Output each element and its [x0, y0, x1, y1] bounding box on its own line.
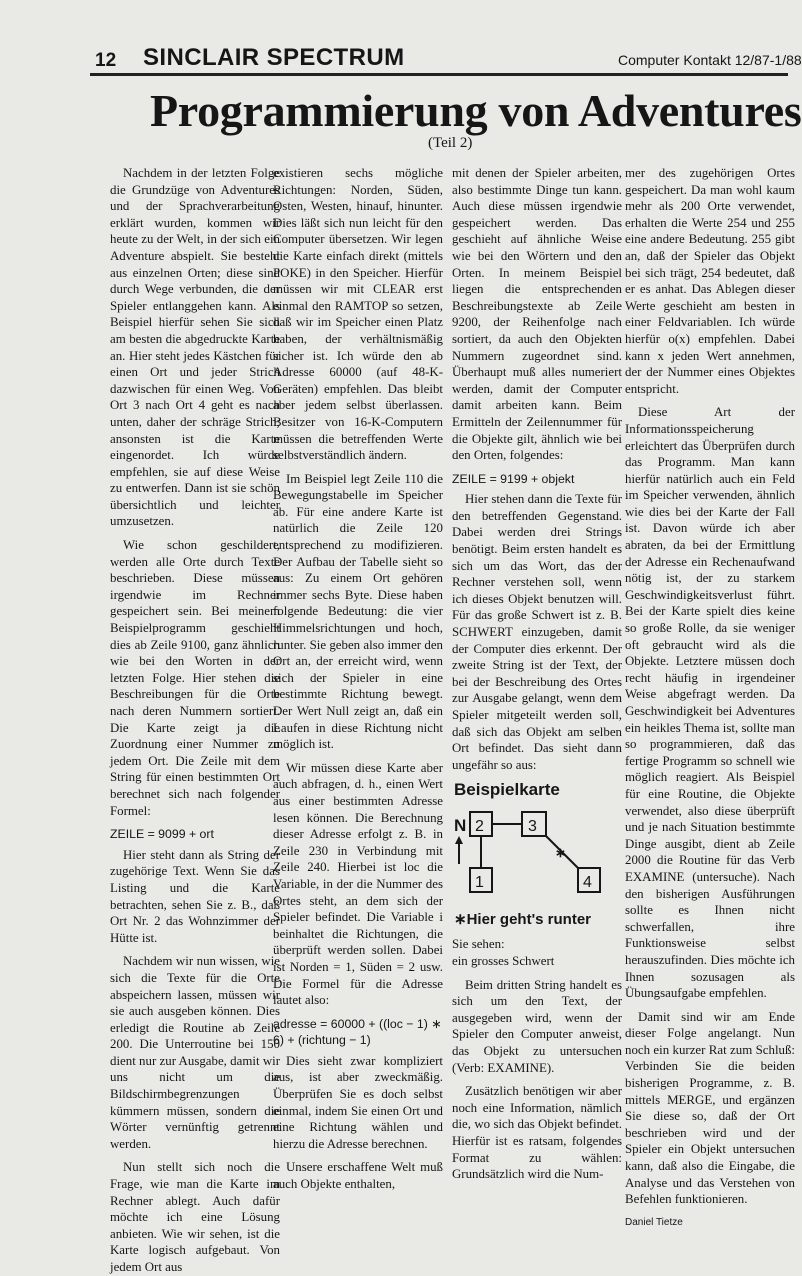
example-map-diagram	[452, 802, 620, 907]
down-marker: ∗	[555, 845, 566, 861]
article-column-3	[452, 165, 622, 1182]
article-column-4	[625, 165, 795, 1228]
issue-info: Computer Kontakt 12/87-1/88	[618, 52, 802, 68]
paragraph: Zusätzlich benötigen wir aber noch eine Information, nämlich die, wo sich das Objekt befindet. Hierfür ist es ratsam, folgendes Format zu wählen: Grundsätzlich wird die Num-	[452, 1084, 622, 1182]
north-arrow-head	[455, 836, 463, 844]
paragraph: Sie sehen:	[452, 937, 505, 952]
map-room-1-label: 1	[475, 874, 484, 892]
paragraph: mit denen der Spieler arbeiten, also bestimmte Dinge tun kann. Auch diese müssen irgendwie gespeichert werden. Das geschieht auf ähnliche Weise wie bei den Wörtern und den Orten. In meinem Beispiel liegen die entsprechenden Beschreibungstexte ab Zeile 9200, der Reihenfolge nach sortiert, da auch den Objekten Nummern zugeordnet sind. Überhaupt muß alles numeriert werden, damit der Computer damit arbeiten kann. Beim Ermitteln der Zeilennummer für die Objekte gilt, ähnlich wie bei den Orten, folgendes:	[452, 166, 622, 463]
formula: ZEILE = 9099 + ort	[110, 827, 214, 842]
paragraph: Im Beispiel legt Zeile 110 die Bewegungstabelle im Speicher ab. Für eine andere Karte ist natürlich die Zeile 120 entsprechend zu modifizieren. Der Aufbau der Tabelle sieht so aus: Zu einem Ort gehören immer sechs Byte. Diese haben folgende Bedeutung: die vier Himmelsrichtungen und hoch, runter. Sie geben also immer den Ort an, der erreicht wird, wenn sich der Spieler in eine bestimmte Richtung bewegt. Der Wert Null zeigt an, daß ein Laufen in diese Richtung nicht möglich ist.	[273, 471, 443, 752]
section-title: SINCLAIR SPECTRUM	[143, 44, 405, 71]
paragraph: Diese Art der Informationsspeicherung erleichtert das Überprüfen durch das Programm. Man kann hierfür natürlich auch ein Feld im Speicher verwenden, ähnlich wie dies bei der Karte der Fall ist. Davon würde ich aber abraten, da bei der Ermittlung der Adresse ein Rechenaufwand nötig ist, der zu starkem Geschwindigkeitsverlust führt. Bei der Karte spielt dies keine so große Rolle, da sie weniger oft gebraucht wird als die Objekte. Letztere müssen doch recht häufig in irgendeiner Weise abgefragt werden. Da Geschwindigkeit bei Adventures ein heikles Thema ist, sollte man so programmieren, daß das fertige Programm so schnell wie möglich reagiert. Als Beispiel für eine Routine, die Objekte verwendet, also diese überprüft und je nach Situation bestimmte Dinge ausgibt, dient ab Zeile 2000 die Routine für das Verb EXAMINE (untersuche). Nach den bisherigen Ausführungen sollte es Ihnen nicht schwerfallen, ihre Funktionsweise selbst herauszufinden. Dies möchte ich Ihnen sozusagen als Übungsaufgabe empfehlen.	[625, 405, 795, 1001]
paragraph: Nachdem in der letzten Folge die Grundzüge von Adventures und der Sprachverarbeitung erklärt wurden, kommen wir heute zu der Welt, in der sich ein Adventure abspielt. Sie besteht aus einzelnen Orten; diese sind durch Wege verbunden, die der Spieler entlanggehen kann. Als Beispiel hierfür sehen Sie sich am besten die abgedruckte Karte an. Hier steht jedes Kästchen für einen Ort und jeder Strich dazwischen für einen Weg. Von Ort 3 nach Ort 4 geht es nach unten, daher der schräge Strich; ansonsten ist die Karte eingenordet. Ich würde empfehlen, sie auf diese Weise zu entwerfen. Dann ist sie schön übersichtlich und leichter umzusetzen.	[110, 166, 280, 529]
header-rule	[90, 73, 788, 76]
paragraph: Hier steht dann als String der zugehörige Text. Wenn Sie das Listing und die Karte betrachten, sehen Sie z. B., daß Ort Nr. 2 das Wohnzimmer der Hütte ist.	[110, 847, 280, 945]
paragraph: Wie schon geschildert, werden alle Orte durch Texte beschrieben. Diese müssen irgendwie im Rechner gespeichert sein. Bei meinem Beispielprogramm geschieht dies ab Zeile 9100, ganz ähnlich wie bei den Worten in der letzten Folge. Hier stehen die Beschreibungen für die Orte nach deren Nummern sortiert. Die Karte zeigt ja die Zuordnung einer Nummer zu jedem Ort. Die Zeile mit dem String für einen bestimmten Ort berechnet sich nach folgender Formel:	[110, 538, 280, 818]
author-name: Daniel Tietze	[625, 1216, 683, 1228]
map-title: Beispielkarte	[454, 780, 560, 800]
map-room-3-label: 3	[528, 818, 537, 836]
paragraph: Nachdem wir nun wissen, wie sich die Texte für die Orte abspeichern lassen, müssen wir sie auch ausgeben können. Dies erledigt die Routine ab Zeile 200. Die Unterroutine bei 150 dient nur zur Ausgabe, damit wir uns nicht um die Bildschirmbegrenzungen kümmern müssen, sondern die Wörter vernünftig getrennt werden.	[110, 954, 280, 1151]
north-label: N	[454, 816, 467, 836]
paragraph: mer des zugehörigen Ortes gespeichert. Da man wohl kaum mehr als 200 Orte verwendet, erhalten die Werte 254 und 255 eine andere Bedeutung. 255 gibt an, daß der Spieler das Objekt bei sich trägt, 254 bedeutet, daß er es anhat. Das Ablegen dieser Werte geschieht am besten in einer Feldvariablen. Ich würde hierfür o(x) empfehlen. Dabei kann x jeden Wert annehmen, der der Nummer eines Objektes entspricht.	[625, 166, 795, 396]
paragraph: Hier stehen dann die Texte für den betreffenden Gegenstand. Dabei werden drei Strings benötigt. Beim ersten handelt es sich um das Wort, das der Rechner verstehen soll, wenn ich dieses Objekt benutzen will. Für das große Schwert ist z. B. SCHWERT einzugeben, damit der Computer dies erkennt. Der zweite String ist der Text, der bei der Beschreibung des Ortes zur Ausgabe gelangt, wenn dem Spieler mitgeteilt werden soll, daß sich das Objekt am selben Ort befindet. Das sieht dann ungefähr so aus:	[452, 492, 622, 772]
map-room-2-label: 2	[475, 818, 484, 836]
article-column-2	[273, 165, 443, 1192]
paragraph: Wir müssen diese Karte aber auch abfragen, d. h., einen Wert aus einer bestimmten Adresse lesen können. Die Berechnung dieser Adresse erfolgt z. B. in Zeile 230 in Verbindung mit Zeile 240. Hierbei ist loc die Variable, in der die Nummer des Ortes steht, an dem sich der Spieler befindet. Die Variable i beinhaltet die Richtungen, die überprüft werden sollen. Dabei ist Norden = 1, Süden = 2 usw. Die Formel für die Adresse lautet also:	[273, 760, 443, 1008]
map-caption: ∗Hier geht's runter	[454, 911, 591, 929]
page-number: 12	[95, 50, 117, 71]
paragraph: Nun stellt sich noch die Frage, wie man die Karte im Rechner ablegt. Auch dafür möchte ich eine Lösung anbieten. Wie wir sehen, ist die Karte logisch aufgebaut. Von jedem Ort aus	[110, 1160, 280, 1274]
paragraph: Damit sind wir am Ende dieser Folge angelangt. Nun noch ein kurzer Rat zum Schluß: Verbinden Sie die beiden bisherigen Programme, z. B. mittels MERGE, und ergänzen Sie diese so, daß der Ort beschrieben wird und der Spieler ein Objekt untersuchen kann, daß also die Eingabe, die Analyse und das Verstehen von Befehlen funktionieren.	[625, 1009, 795, 1207]
article-title: Programmierung von Adventures	[150, 85, 802, 136]
paragraph: Unsere erschaffene Welt muß auch Objekte enthalten,	[273, 1160, 443, 1192]
article-subtitle: (Teil 2)	[428, 135, 473, 151]
map-room-4-label: 4	[583, 874, 592, 892]
formula: adresse = 60000 + ((loc − 1) ∗ 6) + (richtung − 1)	[273, 1016, 442, 1048]
paragraph: Beim dritten String handelt es sich um den Text, der ausgegeben wird, wenn der Spieler den Computer anweist, das Objekt zu untersuchen (Verb: EXAMINE).	[452, 977, 622, 1075]
paragraph: Dies sieht zwar kompliziert aus, ist aber zweckmäßig. Überprüfen Sie es doch selbst einmal, indem Sie einen Ort und eine Richtung wählen und hierzu die Adresse berechnen.	[273, 1053, 443, 1151]
paragraph: ein grosses Schwert	[452, 953, 555, 968]
paragraph: existieren sechs mögliche Richtungen: Norden, Süden, Osten, Westen, hinauf, hinunter. Dies läßt sich nun leicht für den Computer übersetzen. Wir legen die Karte einfach direkt (mittels POKE) in den Speicher. Hierfür müssen wir mit CLEAR erst einmal den RAMTOP so setzen, daß wir im Speicher einen Platz haben, der verhältnismäßig sicher ist. Ich würde den ab Adresse 60000 (auf 48-K-Geräten) empfehlen. Das bleibt aber jedem selbst überlassen. Besitzer von 16-K-Computern müssen die betreffenden Werte selbstverständlich ändern.	[273, 166, 443, 463]
formula: ZEILE = 9199 + objekt	[452, 471, 575, 486]
article-column-1	[110, 165, 280, 1274]
